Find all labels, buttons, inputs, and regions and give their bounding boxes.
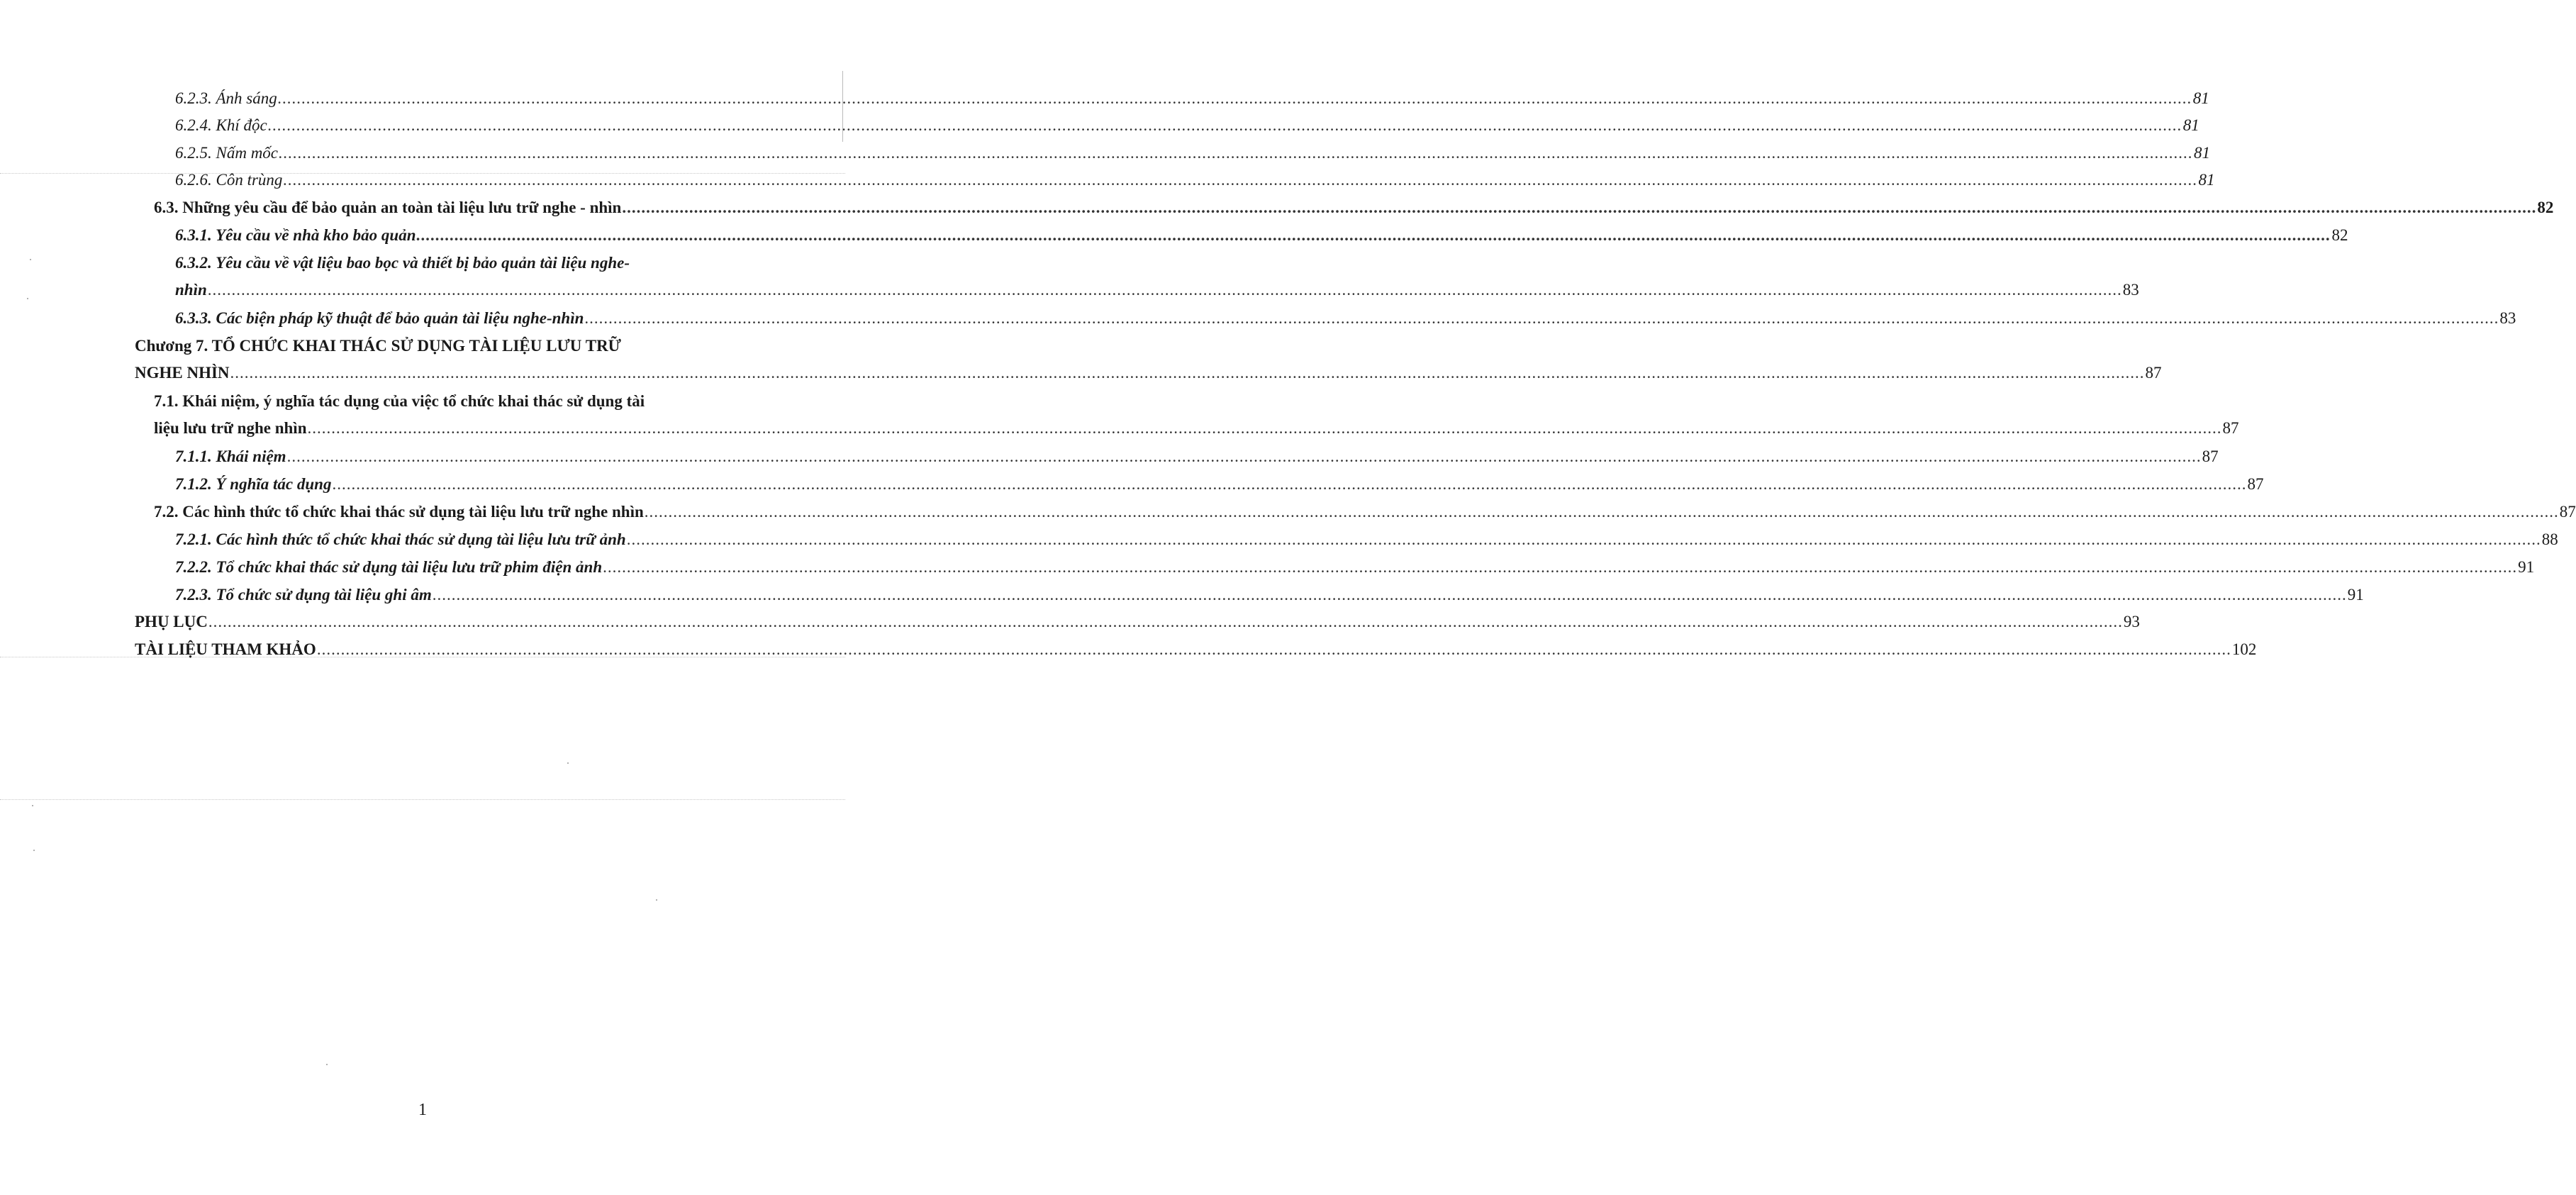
- toc-leader-dots: ................................................................................................................................................................................................................................................................................................................................................................................................................: [307, 419, 2222, 437]
- toc-entry-label-continued: nhìn: [175, 281, 207, 299]
- toc-leader-dots: ................................................................................................................................................................................................................................................................................................................................................................................................................: [230, 364, 2145, 382]
- toc-entry-label-continued: NGHE NHÌN: [135, 364, 230, 382]
- scan-artifact-line: [0, 799, 845, 800]
- toc-entry-label: 6.2.6. Côn trùng: [175, 171, 283, 189]
- toc-entry-label: PHỤ LỤC: [135, 613, 208, 630]
- toc-leader-dots: ................................................................................................................................................................................................................................................................................................................................................................................................................: [332, 475, 2247, 493]
- toc-leader-dots: ................................................................................................................................................................................................................................................................................................................................................................................................................: [279, 144, 2194, 162]
- toc-entry: [154, 499, 2576, 526]
- toc-entry: [154, 194, 2554, 221]
- toc-entry: [135, 333, 2162, 387]
- scan-speck: [326, 1064, 328, 1065]
- toc-entry-label: 7.2.2. Tổ chức khai thác sử dụng tài liệu lưu trữ phim điện ảnh: [175, 558, 603, 576]
- toc-entry-page: 83: [2122, 281, 2139, 299]
- toc-leader-dots: ................................................................................................................................................................................................................................................................................................................................................................................................................: [283, 171, 2198, 189]
- toc-entry: [175, 112, 2199, 139]
- toc-leader-dots: ................................................................................................................................................................................................................................................................................................................................................................................................................: [267, 116, 2182, 134]
- toc-leader-dots: ................................................................................................................................................................................................................................................................................................................................................................................................................: [432, 586, 2347, 604]
- toc-entry-page: 83: [2499, 309, 2516, 327]
- toc-entry-page: 102: [2231, 640, 2257, 658]
- toc-leader-dots: ................................................................................................................................................................................................................................................................................................................................................................................................................: [626, 530, 2541, 548]
- toc-entry-page: 82: [2331, 226, 2348, 244]
- toc-entry-label: 6.3.3. Các biện pháp kỹ thuật để bảo quản tài liệu nghe-nhìn: [175, 309, 584, 327]
- toc-entry: [175, 85, 2209, 112]
- toc-entry-page: 91: [2518, 558, 2535, 576]
- toc-leader-dots: ................................................................................................................................................................................................................................................................................................................................................................................................................: [416, 226, 2331, 244]
- toc-entry-label: 6.2.3. Ánh sáng: [175, 89, 277, 107]
- toc-entry-page: 81: [2182, 116, 2199, 134]
- toc-leader-dots: ................................................................................................................................................................................................................................................................................................................................................................................................................: [622, 199, 2537, 216]
- toc-entry-page: 91: [2347, 586, 2364, 604]
- toc-entry: [175, 305, 2516, 332]
- toc-entry-page: 88: [2541, 530, 2558, 548]
- toc-entry-label: 7.1.2. Ý nghĩa tác dụng: [175, 475, 332, 493]
- toc-entry-label: Chương 7. TỔ CHỨC KHAI THÁC SỬ DỤNG TÀI LIỆU LƯU TRỮ: [135, 337, 621, 355]
- toc-leader-dots: ................................................................................................................................................................................................................................................................................................................................................................................................................: [584, 309, 2499, 327]
- scan-speck: [33, 850, 35, 851]
- toc-entry: [175, 140, 2211, 167]
- toc-entry-label: 6.3. Những yêu cầu để bảo quản an toàn tài liệu lưu trữ nghe - nhìn: [154, 199, 622, 216]
- toc-entry-page: 87: [2559, 503, 2576, 521]
- toc-entry-label: 6.2.5. Nấm mốc: [175, 144, 279, 162]
- page-number: 1: [418, 1101, 427, 1119]
- toc-entry-page: 87: [2202, 448, 2219, 465]
- toc-leader-dots: ................................................................................................................................................................................................................................................................................................................................................................................................................: [277, 89, 2192, 107]
- toc-entry: [175, 471, 2264, 498]
- toc-entry-page: 93: [2123, 613, 2140, 630]
- toc-entry-label: 6.3.1. Yêu cầu về nhà kho bảo quản: [175, 226, 416, 244]
- toc-entry-page: 82: [2537, 199, 2554, 216]
- toc-leader-dots: ................................................................................................................................................................................................................................................................................................................................................................................................................: [316, 640, 2231, 658]
- scan-speck: [656, 899, 657, 901]
- scan-speck: [30, 259, 31, 260]
- toc-entry: [135, 608, 2140, 635]
- toc-entry-label: 7.1.1. Khái niệm: [175, 448, 286, 465]
- toc-entry-label: 7.2.1. Các hình thức tổ chức khai thác sử dụng tài liệu lưu trữ ảnh: [175, 530, 626, 548]
- toc-entry-label: 7.2.3. Tổ chức sử dụng tài liệu ghi âm: [175, 586, 432, 604]
- toc-entry-page: 87: [2222, 419, 2239, 437]
- toc-entry: [175, 250, 2139, 304]
- toc-leader-dots: ................................................................................................................................................................................................................................................................................................................................................................................................................: [207, 281, 2122, 299]
- scan-speck: [567, 762, 569, 764]
- toc-entry: [175, 443, 2219, 470]
- toc-entry-label: 7.1. Khái niệm, ý nghĩa tác dụng của việc tổ chức khai thác sử dụng tài: [154, 392, 645, 410]
- toc-entry: [175, 554, 2535, 581]
- toc-entry: [175, 222, 2348, 249]
- toc-entry-label-continued: liệu lưu trữ nghe nhìn: [154, 419, 307, 437]
- toc-entry: [175, 526, 2558, 553]
- toc-leader-dots: ................................................................................................................................................................................................................................................................................................................................................................................................................: [644, 503, 2559, 521]
- toc-entry: [175, 167, 2215, 194]
- toc-leader-dots: ................................................................................................................................................................................................................................................................................................................................................................................................................: [286, 448, 2202, 465]
- toc-entry-label: 6.2.4. Khí độc: [175, 116, 267, 134]
- toc-entry: [135, 636, 2257, 663]
- toc-entry-page: 87: [2247, 475, 2264, 493]
- toc-entry: [154, 388, 2239, 442]
- toc-entry-page: 81: [2198, 171, 2215, 189]
- toc-entry-page: 87: [2145, 364, 2162, 382]
- toc-entry-page: 81: [2194, 144, 2211, 162]
- toc-entry-label: 7.2. Các hình thức tổ chức khai thác sử dụng tài liệu lưu trữ nghe nhìn: [154, 503, 644, 521]
- toc-leader-dots: ................................................................................................................................................................................................................................................................................................................................................................................................................: [208, 613, 2123, 630]
- scan-speck: [32, 805, 33, 806]
- toc-entry-page: 81: [2192, 89, 2209, 107]
- toc-leader-dots: ................................................................................................................................................................................................................................................................................................................................................................................................................: [603, 558, 2518, 576]
- toc-entry-label: 6.3.2. Yêu cầu về vật liệu bao bọc và thiết bị bảo quản tài liệu nghe-: [175, 254, 630, 272]
- toc-entry-label: TÀI LIỆU THAM KHẢO: [135, 640, 316, 658]
- scan-speck: [27, 298, 28, 299]
- toc-entry: [175, 582, 2364, 608]
